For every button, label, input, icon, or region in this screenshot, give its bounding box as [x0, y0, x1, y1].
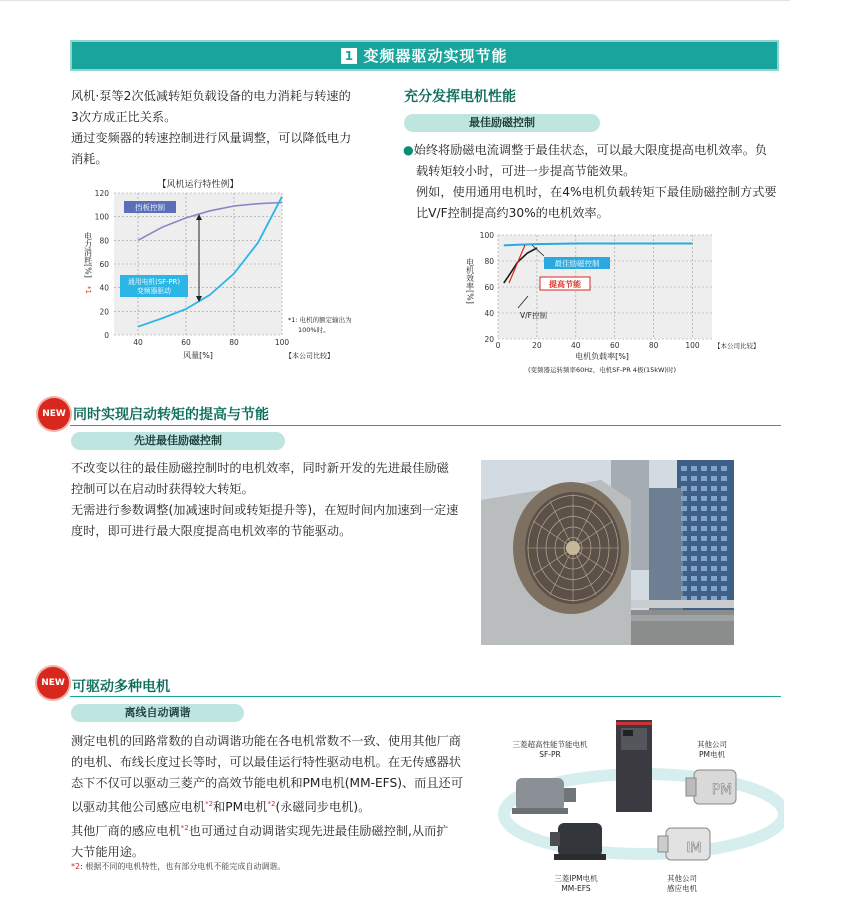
section3-pill: 离线自动调谐 [71, 704, 244, 722]
fan-label-inverter-line2: 变频器驱动 [137, 287, 171, 295]
banner-title: 变频器驱动实现节能 [363, 47, 508, 65]
building-window [711, 466, 717, 471]
eff-x-tick-label: 100 [685, 341, 700, 350]
building-window [711, 556, 717, 561]
motor-sfpr-line1: 三菱超高性能节能电机 [512, 740, 588, 749]
building-window [701, 546, 707, 551]
building-window [691, 566, 697, 571]
section2-line: 无需进行参数调整(加减速时间或转矩提升等)，在短时间内加速到一定速 [71, 503, 459, 517]
inverter-display [623, 730, 633, 736]
building-window [711, 516, 717, 521]
motors-diagram [494, 718, 784, 898]
right-body [403, 140, 783, 224]
motor-sfpr-line2: SF-PR [539, 750, 561, 759]
fan-y-ticks [95, 189, 110, 340]
building-window [701, 576, 707, 581]
building-window [691, 466, 697, 471]
building-window [681, 566, 687, 571]
building-window [711, 526, 717, 531]
right-line: 例如，使用通用电机时，在4%电机负载转矩下最佳励磁控制方式要 [416, 185, 777, 199]
intro-line: 3次方成正比关系。 [71, 110, 177, 124]
eff-label-vf: V/F控制 [520, 311, 547, 320]
fan-y-tick-label: 100 [94, 212, 109, 222]
motor-ipm-line1: 三菱IPM电机 [554, 874, 598, 883]
building-window [721, 506, 727, 511]
motor-im-line1: 其他公司 [667, 874, 697, 883]
section3-body [71, 731, 471, 863]
section2-title: 同时实现启动转矩的提高与节能 [73, 407, 269, 423]
building-window [711, 496, 717, 501]
section3-text: 和PM电机 [213, 800, 268, 815]
building-window [681, 586, 687, 591]
eff-y-tick-label: 100 [479, 231, 494, 240]
section3-text: (永磁同步电机)。 [275, 800, 371, 815]
footnote-ref: *2 [180, 824, 189, 833]
eff-y-tick-label: 20 [484, 335, 494, 344]
footnote-text: : 根据不同的电机特性，也有部分电机不能完成自动调谐。 [80, 862, 286, 871]
motor-im-badge: IM [686, 841, 702, 856]
building-window [691, 486, 697, 491]
building-window [691, 526, 697, 531]
section3-line: 的电机、布线长度过长等时，可以最佳运行特性驱动电机。在无传感器状 [71, 755, 461, 769]
building-window [701, 526, 707, 531]
fan-x-tick-label: 80 [229, 338, 239, 347]
eff-x-tick-label: 0 [495, 341, 501, 350]
motor-im-icon [658, 828, 710, 860]
left-intro [71, 86, 371, 170]
fan-label-damper: 挡板控制 [135, 203, 165, 212]
section2-line: 不改变以往的最佳励磁控制时的电机效率，同时新开发的先进最佳励磁 [71, 461, 449, 475]
building-window [691, 516, 697, 521]
building-window [701, 586, 707, 591]
motor-pm-line1: 其他公司 [697, 740, 727, 749]
eff-x-tick-label: 60 [609, 341, 620, 350]
building-window [721, 586, 727, 591]
section3-text: 以驱动其他公司感应电机 [71, 800, 206, 815]
building-window [701, 566, 707, 571]
building-window [721, 476, 727, 481]
building-window [681, 546, 687, 551]
building-window [711, 576, 717, 581]
motor-pm-line2: PM电机 [699, 750, 725, 759]
building-window [721, 556, 727, 561]
fan-y-label: 电力消耗[%] [83, 232, 93, 278]
motor-im-line2: 感应电机 [667, 884, 697, 893]
building-window [721, 486, 727, 491]
fan-x-tick-label: 100 [274, 338, 290, 347]
fan-y-label-note: *1 [84, 286, 92, 294]
building-window [721, 566, 727, 571]
eff-x-tick-label: 80 [648, 341, 659, 350]
eff-subcaption: (变频器运转频率60Hz、电机SF-PR 4极(15kW)时) [527, 366, 677, 374]
building-window [701, 496, 707, 501]
building-window [691, 546, 697, 551]
intro-line: 通过变频器的转速控制进行风量调整，可以降低电力 [71, 131, 352, 145]
fan-label-inverter-line1: 通用电机(SF-PR) [128, 278, 180, 286]
footnote-mark: *2 [71, 862, 81, 871]
section2-rule [70, 425, 781, 426]
motor-pm-badge: PM [711, 782, 733, 798]
footnote-ref: *2 [205, 800, 214, 808]
building-window [681, 496, 687, 501]
rooftop-fan-photo [481, 460, 734, 645]
section2-line: 度时，即可进行最大限度提高电机效率的节能驱动。 [71, 524, 352, 538]
building-window [701, 536, 707, 541]
section3-line [71, 794, 471, 818]
building-window [711, 546, 717, 551]
building-window [711, 476, 717, 481]
building-window [701, 506, 707, 511]
building-window [681, 536, 687, 541]
fan-y-tick-label: 20 [99, 307, 109, 317]
building-window [711, 486, 717, 491]
section3-rule [70, 696, 781, 697]
building-window [691, 506, 697, 511]
building-window [701, 486, 707, 491]
section3-line: 大节能用途。 [71, 845, 145, 860]
section3-title: 可驱动多种电机 [72, 679, 170, 695]
rooftop-fan-illustration [481, 460, 734, 645]
section2-pill: 先进最佳励磁控制 [71, 432, 285, 450]
right-line: 载转矩较小时，可进一步提高节能效果。 [416, 164, 636, 178]
right-pill: 最佳励磁控制 [404, 114, 600, 132]
building-window [721, 496, 727, 501]
building-window [681, 556, 687, 561]
intro-line: 消耗。 [71, 152, 108, 166]
eff-y-tick-label: 60 [484, 283, 494, 292]
fan-chart [78, 174, 368, 366]
fan-hub [566, 541, 580, 555]
building-window [701, 516, 707, 521]
inverter-stripe [616, 722, 652, 725]
banner-number: 1 [341, 48, 357, 64]
eff-y-ticks [480, 231, 495, 344]
fan-footnote-line1: *1: 电机的额定输出为 [288, 316, 352, 324]
section2-body [71, 458, 471, 542]
building-window [711, 586, 717, 591]
building-window [681, 466, 687, 471]
building-window [701, 556, 707, 561]
eff-x-tick-label: 40 [571, 341, 581, 350]
fan-y-tick-label: 80 [99, 236, 109, 246]
building-window [691, 496, 697, 501]
right-heading: 充分发挥电机性能 [404, 89, 516, 105]
fan-x-tick-label: 60 [181, 338, 191, 347]
building-window [681, 576, 687, 581]
right-line [403, 140, 783, 161]
building-window [691, 476, 697, 481]
fan-chart-title: 【风机运行特性例】 [157, 180, 239, 190]
section3-line: 态下不仅可以驱动三菱产的高效节能电机和PM电机(MM-EFS)、而且还可 [71, 776, 463, 790]
fan-note-right: 【本公司比较】 [285, 352, 334, 360]
building-window [711, 536, 717, 541]
eff-note-right: 【本公司比较】 [714, 342, 760, 350]
right-text: 始终将励磁电流调整于最佳状态，可以最大限度提高电机效率。负 [413, 143, 768, 157]
right-line: 比V/F控制提高约30%的电机效率。 [416, 206, 609, 220]
eff-label-optimal: 最佳励磁控制 [554, 259, 600, 268]
section3-footnote [71, 861, 285, 872]
top-rule [0, 0, 790, 1]
eff-x-label: 电机负载率[%] [575, 352, 629, 361]
building-window [711, 566, 717, 571]
fan-y-tick-label: 40 [99, 283, 109, 293]
fan-x-label: 风量[%] [183, 351, 213, 360]
building-window [691, 536, 697, 541]
building-window [681, 516, 687, 521]
building-window [691, 576, 697, 581]
eff-y-tick-label: 40 [484, 309, 494, 318]
motor-ipm-icon [550, 823, 606, 860]
fan-x-tick-label: 40 [133, 338, 143, 347]
building-window [701, 476, 707, 481]
motor-ipm-line2: MM-EFS [561, 884, 591, 893]
fan-y-tick-label: 0 [104, 331, 109, 340]
building-window [721, 546, 727, 551]
footnote-ref: *2 [267, 800, 276, 808]
building-window [711, 506, 717, 511]
section-banner [70, 40, 779, 71]
efficiency-chart [462, 228, 762, 378]
building-window [721, 536, 727, 541]
building-window [681, 476, 687, 481]
fan-footnote-line2: 100%时。 [298, 326, 330, 334]
section2-line: 控制可以在启动时获得较大转矩。 [71, 482, 254, 496]
fan-y-tick-label: 120 [94, 189, 109, 198]
intro-line: 风机·泵等2次低减转矩负载设备的电力消耗与转速的 [71, 89, 351, 103]
building-window [701, 466, 707, 471]
bullet-icon: ● [403, 143, 414, 157]
building-window [681, 526, 687, 531]
eff-label-saving: 提高节能 [549, 280, 581, 289]
fan-x-ticks [133, 338, 289, 347]
pipe [631, 600, 734, 608]
section3-text: 其他厂商的感应电机 [71, 824, 181, 839]
section3-text: 也可通过自动调谐实现先进最佳励磁控制,从而扩 [188, 824, 449, 839]
building-window [721, 526, 727, 531]
fan-y-tick-label: 60 [99, 260, 109, 269]
building-window [721, 466, 727, 471]
building-window [681, 486, 687, 491]
building-window [721, 576, 727, 581]
eff-y-tick-label: 80 [484, 257, 494, 266]
building-window [691, 586, 697, 591]
eff-x-tick-label: 20 [532, 341, 542, 350]
new-badge: NEW [38, 398, 70, 430]
pipe [631, 615, 734, 621]
section3-line: 测定电机的回路常数的自动调谐功能在各电机常数不一致、使用其他厂商 [71, 734, 461, 748]
building-window [721, 516, 727, 521]
building-window [681, 506, 687, 511]
eff-y-label: 电机效率[%] [465, 258, 475, 304]
new-badge: NEW [37, 667, 69, 699]
section3-line [71, 818, 471, 842]
eff-x-ticks [496, 341, 700, 350]
building-window [691, 556, 697, 561]
